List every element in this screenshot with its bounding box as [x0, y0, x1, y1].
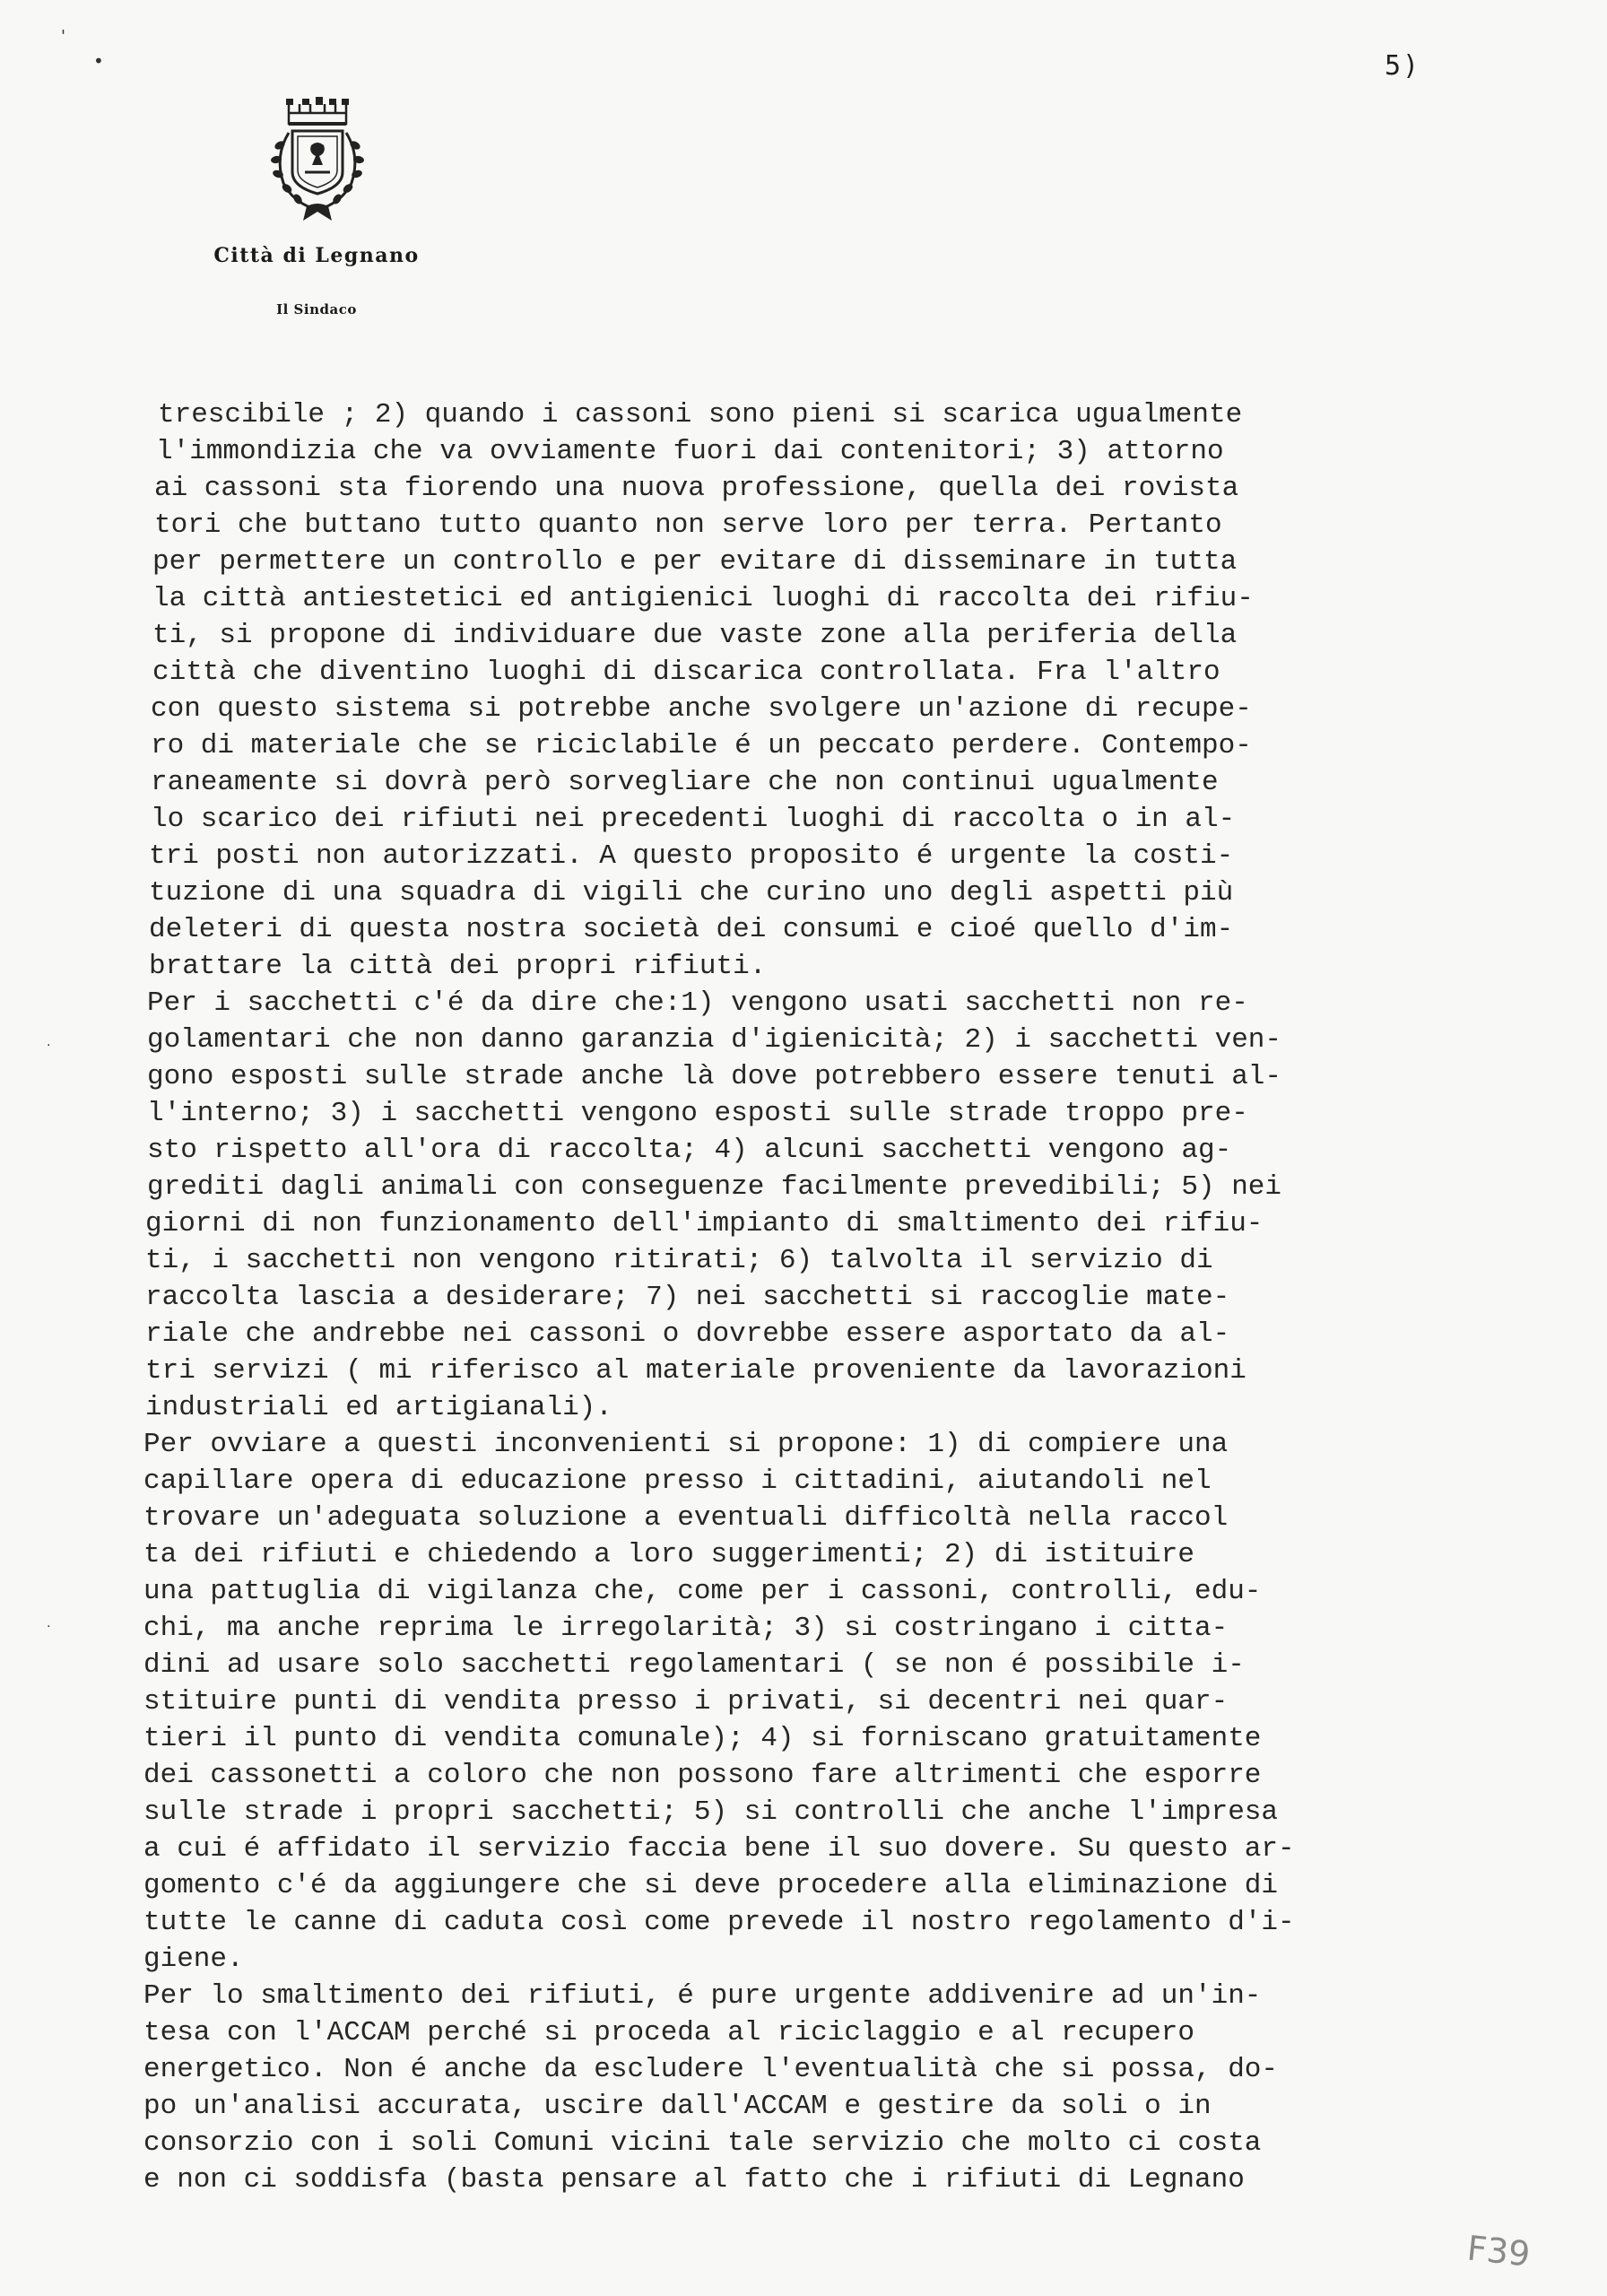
- text-line: una pattuglia di vigilanza che, come per i cassoni, controlli, edu-: [143, 1576, 1262, 1607]
- text-line: ro di materiale che se riciclabile é un peccato perdere. Contempo-: [151, 730, 1252, 761]
- text-line: energetico. Non é anche da escludere l'eventualità che si possa, do-: [143, 2054, 1279, 2085]
- text-line: l'immondizia che va ovviamente fuori dai contenitori; 3) attorno: [156, 436, 1224, 467]
- text-line: tieri il punto di vendita comunale); 4) si forniscano gratuitamente: [143, 1723, 1262, 1754]
- text-line: ti, i sacchetti non vengono ritirati; 6) talvolta il servizio di: [145, 1245, 1213, 1276]
- text-line: trescibile ; 2) quando i cassoni sono pieni si scarica ugualmente: [158, 399, 1243, 430]
- text-line: per permettere un controllo e per evitare di disseminare in tutta: [152, 546, 1238, 578]
- text-line: raneamente si dovrà però sorvegliare che non continui ugualmente: [151, 767, 1219, 798]
- text-line: raccolta lascia a desiderare; 7) nei sacchetti si raccoglie mate-: [145, 1282, 1230, 1313]
- text-line: ta dei rifiuti e chiedendo a loro suggerimenti; 2) di istituire: [143, 1539, 1194, 1570]
- text-line: ai cassoni sta fiorendo una nuova professione, quella dei rovista: [154, 473, 1239, 504]
- text-line: grediti dagli animali con conseguenze facilmente prevedibili; 5) nei: [147, 1171, 1282, 1203]
- text-line: capillare opera di educazione presso i cittadini, aiutandoli nel: [143, 1465, 1212, 1497]
- text-line: consorzio con i soli Comuni vicini tale servizio che molto ci costa: [143, 2127, 1262, 2159]
- page-number: 5): [1385, 50, 1421, 82]
- letterhead-city: Città di Legnano: [213, 244, 420, 267]
- text-line: a cui é affidato il servizio faccia bene il suo dovere. Su questo ar-: [143, 1833, 1295, 1865]
- scan-speck: ·: [47, 1039, 51, 1053]
- scan-speck: ·: [47, 1620, 51, 1634]
- text-line: gono esposti sulle strade anche là dove potrebbero essere tenuti al-: [147, 1061, 1282, 1092]
- text-line: Per i sacchetti c'é da dire che:1) vengono usati sacchetti non re-: [147, 987, 1248, 1019]
- text-line: golamentari che non danno garanzia d'igienicità; 2) i sacchetti ven-: [147, 1024, 1282, 1056]
- letterhead-office: Il Sindaco: [276, 301, 357, 317]
- text-line: tutte le canne di caduta così come prevede il nostro regolamento d'i-: [143, 1907, 1295, 1938]
- text-line: stituire punti di vendita presso i privati, si decentri nei quar-: [143, 1686, 1229, 1718]
- text-line: tri servizi ( mi riferisco al materiale proveniente da lavorazioni: [145, 1355, 1247, 1387]
- text-line: lo scarico dei rifiuti nei precedenti luoghi di raccolta o in al-: [151, 804, 1236, 835]
- typed-body-text: [143, 396, 1480, 2198]
- text-line: industriali ed artigianali).: [145, 1392, 612, 1423]
- text-line: brattare la città dei propri rifiuti.: [149, 951, 767, 982]
- text-line: tuzione di una squadra di vigili che curino uno degli aspetti più: [149, 877, 1234, 909]
- text-line: giene.: [143, 1944, 244, 1975]
- text-line: tesa con l'ACCAM perché si proceda al riciclaggio e al recupero: [143, 2017, 1194, 2048]
- scan-speck: •: [93, 50, 104, 72]
- text-line: chi, ma anche reprima le irregolarità; 3) si costringano i citta-: [143, 1613, 1229, 1644]
- text-line: Per lo smaltimento dei rifiuti, é pure urgente addivenire ad un'in-: [143, 1980, 1262, 2012]
- text-line: trovare un'adeguata soluzione a eventuali difficoltà nella raccol: [143, 1502, 1229, 1534]
- text-line: la città antiestetici ed antigienici luoghi di raccolta dei rifiu-: [152, 583, 1254, 614]
- text-line: sulle strade i propri sacchetti; 5) si controlli che anche l'impresa: [143, 1796, 1279, 1828]
- text-line: gomento c'é da aggiungere che si deve procedere alla eliminazione di: [143, 1870, 1279, 1901]
- text-line: deleteri di questa nostra società dei consumi e cioé quello d'im-: [149, 914, 1234, 945]
- text-line: e non ci soddisfa (basta pensare al fatto che i rifiuti di Legnano: [143, 2164, 1245, 2196]
- text-line: dei cassonetti a coloro che non possono fare altrimenti che esporre: [143, 1760, 1262, 1791]
- handwritten-note: F39: [1464, 2228, 1533, 2274]
- text-line: l'interno; 3) i sacchetti vengono esposti sulle strade troppo pre-: [147, 1098, 1248, 1129]
- text-line: sto rispetto all'ora di raccolta; 4) alcuni sacchetti vengono ag-: [147, 1135, 1232, 1166]
- text-line: po un'analisi accurata, uscire dall'ACCAM e gestire da soli o in: [143, 2091, 1212, 2122]
- scan-speck: ': [61, 27, 65, 46]
- text-line: tori che buttano tutto quanto non serve loro per terra. Pertanto: [154, 509, 1222, 541]
- text-line: tri posti non autorizzati. A questo proposito é urgente la costi-: [149, 840, 1234, 872]
- text-line: città che diventino luoghi di discarica controllata. Fra l'altro: [152, 657, 1220, 688]
- text-line: Per ovviare a questi inconvenienti si propone: 1) di compiere una: [143, 1429, 1229, 1460]
- city-crest-icon: [262, 93, 373, 228]
- text-line: riale che andrebbe nei cassoni o dovrebbe essere asportato da al-: [145, 1318, 1230, 1350]
- text-line: giorni di non funzionamento dell'impianto di smaltimento dei rifiu-: [145, 1208, 1264, 1239]
- text-line: con questo sistema si potrebbe anche svolgere un'azione di recupe-: [151, 693, 1252, 725]
- text-line: ti, si propone di individuare due vaste zone alla periferia della: [152, 620, 1238, 651]
- text-line: dini ad usare solo sacchetti regolamentari ( se non é possibile i-: [143, 1649, 1245, 1681]
